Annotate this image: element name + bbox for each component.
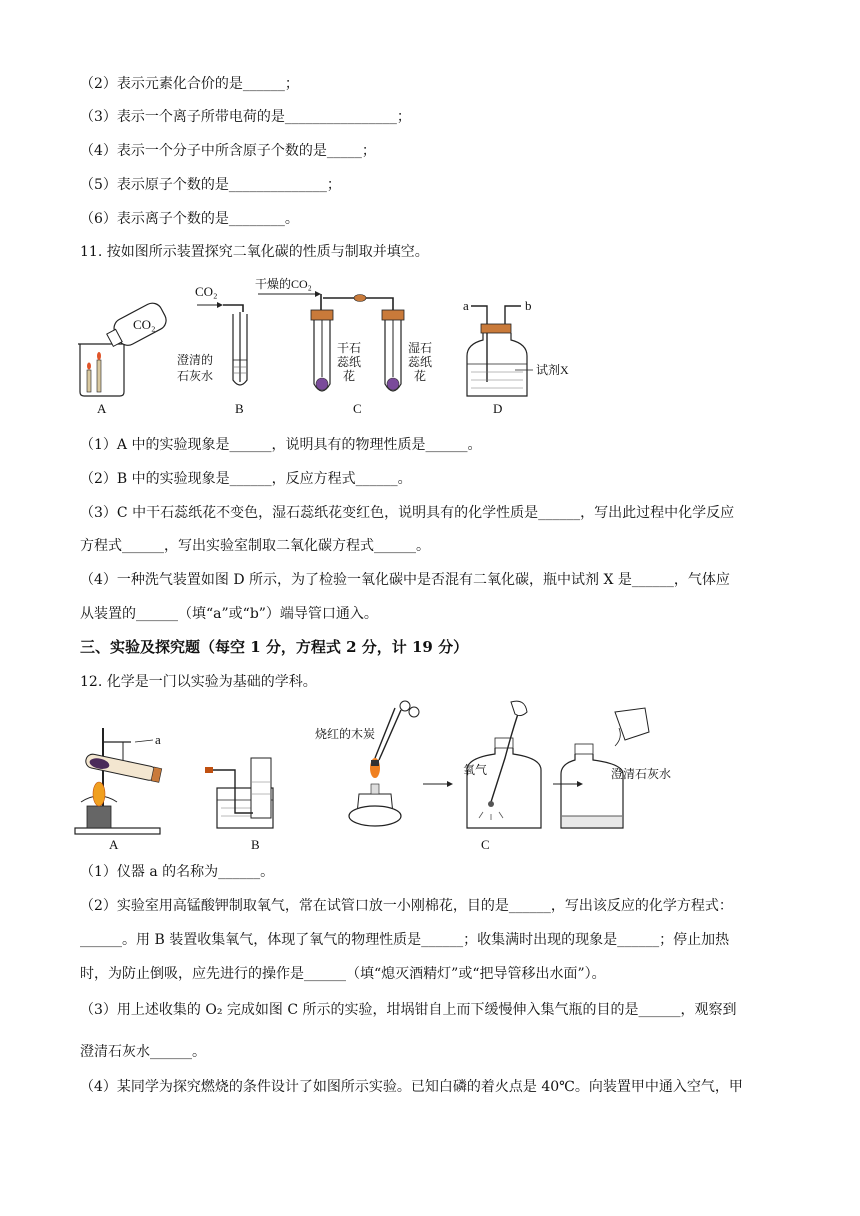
label-a: A (109, 837, 119, 852)
wet-flower-label-2: 蕊纸 (408, 355, 433, 369)
q12-part-3: （3）用上述收集的 O₂ 完成如图 C 所示的实验，坩埚钳自上而下缓慢伸入集气瓶的目的是______，观察到 (80, 1002, 737, 1018)
q11-part-3: （3）C 中干石蕊纸花不变色，湿石蕊纸花变红色，说明具有的化学性质是______，写出此过程中化学反应 (80, 505, 735, 521)
dry-co2-label: 干燥的CO₂ (255, 277, 312, 291)
co2-apparatus-figure (75, 272, 569, 422)
label-b: B (235, 401, 244, 416)
apparatus-a (78, 300, 170, 416)
label-a: A (97, 401, 107, 416)
q10-item-3: （3）表示一个离子所带电荷的是________________； (80, 109, 411, 125)
q11-part-3-cont: 方程式______，写出实验室制取二氧化碳方程式______。 (80, 538, 430, 554)
lime-water-label-2: 石灰水 (177, 369, 214, 383)
apparatus-b (177, 284, 247, 416)
q11-part-2: （2）B 中的实验现象是______，反应方程式______。 (80, 471, 412, 487)
label-c: C (353, 401, 362, 416)
dry-flower-label-2: 蕊纸 (337, 355, 362, 369)
wet-flower-label-3: 花 (414, 369, 427, 383)
co2-arrow-label: CO₂ (195, 284, 218, 299)
q12-part-1: （1）仪器 a 的名称为______。 (80, 864, 275, 880)
port-b-label: b (525, 298, 532, 313)
q12-part-2: （2）实验室用高锰酸钾制取氧气，常在试管口放一小刚棉花，目的是______，写出该反应的化学方程式： (80, 898, 733, 914)
red-charcoal-label: 烧红的木炭 (315, 727, 376, 741)
q12-stem: 12. 化学是一门以实验为基础的学科。 (80, 674, 317, 690)
q10-item-2: （2）表示元素化合价的是______； (80, 76, 299, 92)
reagent-x-label: 试剂X (536, 363, 569, 377)
label-c: C (481, 837, 490, 852)
q11-part-4: （4）一种洗气装置如图 D 所示，为了检验一氧化碳中是否混有二氧化碳，瓶中试剂 X 是______，气体应 (80, 572, 730, 588)
q12-part-2-cont-2: 时，为防止倒吸，应先进行的操作是______（填“熄灭酒精灯”或“把导管移出水面”）。 (80, 966, 606, 982)
oxygen-label: 氧气 (463, 763, 488, 777)
q12-part-2-cont-1: ______。用 B 装置收集氧气，体现了氧气的物理性质是______；收集满时出现的现象是______；停止加热 (80, 932, 730, 948)
label-b: B (251, 837, 260, 852)
oxygen-apparatus-figure (75, 698, 695, 853)
q10-item-4: （4）表示一个分子中所含原子个数的是_____； (80, 143, 376, 159)
label-d: D (493, 401, 503, 416)
co2-bottle-label: CO₂ (133, 317, 156, 332)
apparatus-d (463, 298, 569, 416)
q11-part-4-cont: 从装置的______（填“a”或“b”）端导管口通入。 (80, 606, 378, 622)
dry-flower-label-1: 干石 (337, 341, 362, 355)
apparatus-a (75, 728, 162, 852)
apparatus-b (205, 758, 273, 852)
q12-part-4: （4）某同学为探究燃烧的条件设计了如图所示实验。已知白磷的着火点是 40℃。向装置甲中通入空气，甲 (80, 1079, 743, 1095)
wet-flower-label-1: 湿石 (408, 341, 433, 355)
lime-water-label-1: 澄清的 (177, 353, 214, 367)
lime-water-label: 澄清石灰水 (611, 767, 672, 781)
q10-item-5: （5）表示原子个数的是______________； (80, 177, 341, 193)
q12-part-3-cont: 澄清石灰水______。 (80, 1044, 206, 1060)
dry-flower-label-3: 花 (343, 369, 356, 383)
port-a-label: a (463, 298, 469, 313)
instrument-a-label: a (155, 732, 161, 747)
q10-item-6: （6）表示离子个数的是________。 (80, 211, 299, 227)
q11-stem: 11. 按如图所示装置探究二氧化碳的性质与制取并填空。 (80, 244, 429, 260)
section-3-heading: 三、实验及探究题（每空 1 分，方程式 2 分，计 19 分） (80, 638, 469, 656)
apparatus-c (255, 276, 432, 416)
apparatus-c (315, 701, 671, 852)
q11-part-1: （1）A 中的实验现象是______，说明具有的物理性质是______。 (80, 437, 482, 453)
